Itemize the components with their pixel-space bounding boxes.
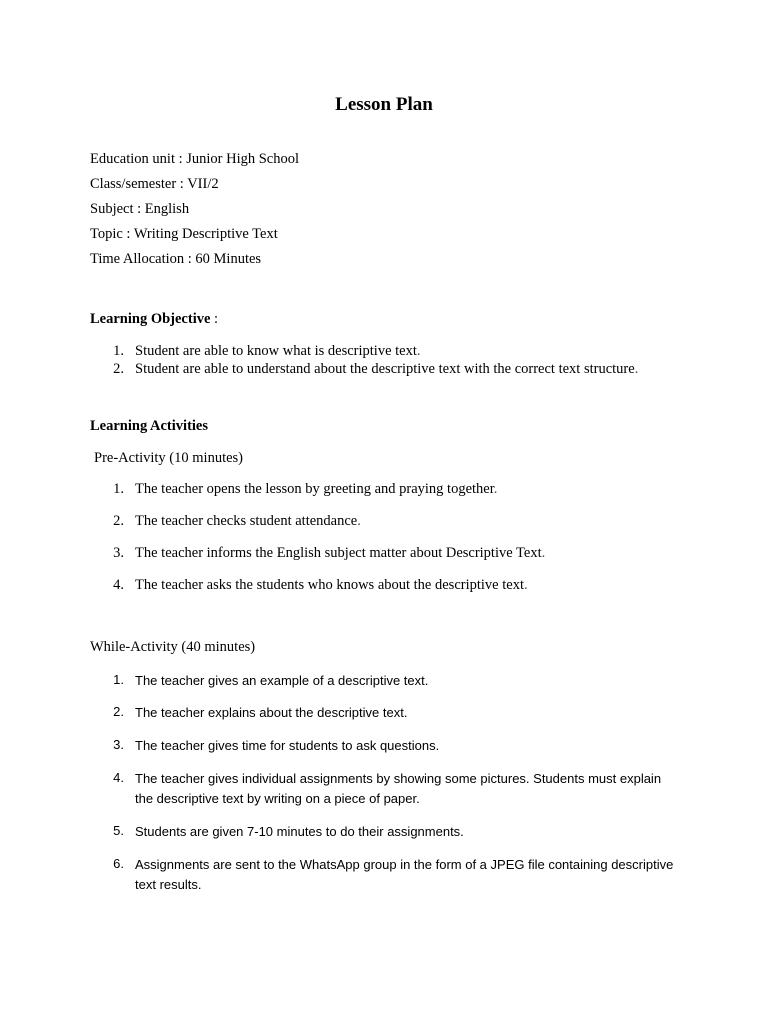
list-item: The teacher gives an example of a descriptive text.	[135, 673, 429, 688]
list-item	[135, 481, 497, 498]
learning-activities-heading: Learning Activities	[90, 418, 209, 434]
list-item-period: .	[523, 577, 528, 593]
list-item-number: 1.	[113, 481, 124, 497]
list-item-number: 4.	[113, 577, 124, 593]
list-item-text: The teacher opens the lesson by greeting and praying together	[135, 481, 494, 497]
list-item-period: .	[416, 343, 421, 359]
list-item-period: .	[541, 545, 546, 561]
list-item: The teacher gives individual assignments by showing some pictures. Students must explain the descriptive text by writing on a piece of paper.	[135, 771, 662, 806]
list-item: Assignments are sent to the WhatsApp group in the form of a JPEG file containing descriptive text results.	[135, 857, 674, 892]
list-item-text: Student are able to know what is descriptive text	[135, 343, 417, 359]
list-item	[135, 577, 528, 594]
list-item	[135, 361, 638, 378]
list-item-number: 2.	[113, 704, 124, 719]
class-semester-line: Class/semester : VII/2	[90, 176, 219, 192]
list-item-number: 6.	[113, 856, 124, 871]
learning-objective-colon: :	[210, 311, 219, 327]
topic-line: Topic : Writing Descriptive Text	[90, 226, 278, 242]
list-item-number: 4.	[113, 770, 124, 785]
list-item-text: The teacher informs the English subject matter about Descriptive Text	[135, 545, 542, 561]
list-item-number: 3.	[113, 737, 124, 752]
list-item	[135, 545, 545, 562]
list-item	[135, 513, 361, 530]
list-item: The teacher explains about the descriptive text.	[135, 705, 408, 720]
list-item-period: .	[493, 481, 498, 497]
page-title: Lesson Plan	[335, 94, 433, 115]
learning-objective-heading	[90, 311, 218, 328]
list-item-text: The teacher checks student attendance	[135, 513, 358, 529]
time-allocation-line: Time Allocation : 60 Minutes	[90, 251, 262, 267]
list-item-period: .	[634, 361, 639, 377]
list-item-number: 5.	[113, 823, 124, 838]
list-item-number: 2.	[113, 361, 124, 377]
subject-line: Subject : English	[90, 201, 190, 217]
list-item	[135, 343, 421, 360]
learning-objective-heading-text: Learning Objective	[90, 311, 211, 327]
list-item: Students are given 7-10 minutes to do their assignments.	[135, 824, 464, 839]
list-item-number: 3.	[113, 545, 124, 561]
list-item-number: 2.	[113, 513, 124, 529]
list-item: The teacher gives time for students to ask questions.	[135, 738, 440, 753]
list-item-text: Student are able to understand about the descriptive text with the correct text structure	[135, 361, 635, 377]
list-item-number: 1.	[113, 672, 124, 687]
list-item-number: 1.	[113, 343, 124, 359]
list-item-text: The teacher asks the students who knows about the descriptive text	[135, 577, 524, 593]
while-activity-label: While-Activity (40 minutes)	[90, 639, 256, 655]
education-unit-line: Education unit : Junior High School	[90, 151, 300, 167]
pre-activity-label: Pre-Activity (10 minutes)	[94, 450, 244, 466]
list-item-period: .	[357, 513, 361, 529]
